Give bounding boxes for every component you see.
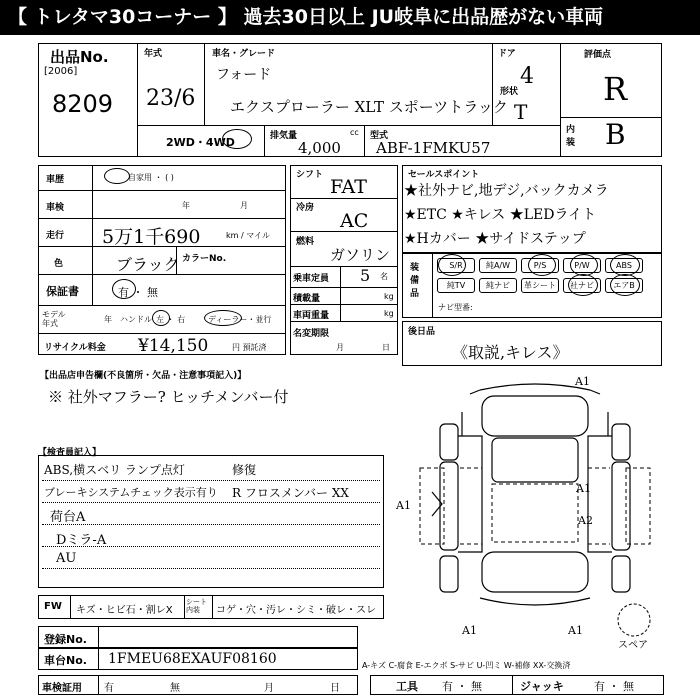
inspector-line-3: 荷台A [50, 510, 86, 525]
circle-pw [570, 254, 598, 276]
circle-navi [568, 274, 598, 296]
color-no-label: カラーNo. [182, 254, 227, 264]
body-label: 形状 [500, 87, 519, 97]
capacity-unit: 名 [380, 272, 388, 281]
disp-label: 排気量 [270, 131, 298, 141]
divider [290, 287, 398, 288]
cert-opt-2: 無 [170, 683, 180, 694]
mileage-label: 走行 [46, 231, 65, 241]
door-label: ドア [498, 49, 516, 59]
inspector-rule [42, 480, 380, 481]
spare-tire-icon [618, 604, 650, 636]
handle-label: ハンドル [120, 315, 152, 324]
divider [560, 43, 561, 157]
lot-year-tag: [2006] [44, 66, 78, 77]
inspector-line-5: AU [56, 551, 77, 566]
equip-abs: ABS [605, 258, 643, 273]
divider [264, 125, 265, 157]
warranty-label: 保証書 [46, 285, 79, 298]
history-circle [104, 168, 130, 184]
ac-label: 冷房 [296, 203, 315, 213]
divider [138, 125, 560, 126]
reg-label: 登録No. [44, 633, 87, 646]
later-value: 《取説,キレス》 [452, 343, 569, 362]
cert-opt-4: 日 [330, 683, 340, 694]
damage-mark-3: A1 [576, 482, 591, 495]
inspector-rule [42, 524, 380, 525]
shift-label: シフト [296, 170, 324, 180]
equip-aftermarket-navi: 社ナビ [563, 278, 601, 293]
cert-opt-1: 有 [104, 683, 114, 694]
tools-label: 工具 [396, 680, 418, 693]
equip-aw: 純A/W [479, 258, 517, 273]
divider [290, 304, 398, 305]
drive-circle [222, 129, 252, 149]
model-value: ABF-1FMKU57 [376, 139, 491, 157]
history-label: 車歴 [46, 175, 65, 185]
divider [92, 165, 93, 305]
divider [38, 333, 286, 334]
circle-sr [438, 254, 466, 276]
load-kg: kg [384, 292, 394, 301]
name-label: 車名・グレード [212, 49, 276, 59]
model-label: 型式 [370, 131, 389, 141]
name-line2: エクスプローラー XLT スポーツトラック [230, 98, 508, 116]
sales-line3: ★Hカバー ★サイドステップ [404, 231, 586, 247]
nenshiki-label: 年式 [144, 49, 163, 59]
capacity-label: 乗車定員 [293, 274, 330, 284]
weight-kg: kg [384, 309, 394, 318]
divider [38, 190, 286, 191]
dealer-circle [204, 310, 242, 326]
divider [340, 266, 341, 321]
fw-label: FW [44, 601, 62, 612]
inspector-rule [42, 502, 380, 503]
divider [38, 218, 286, 219]
shift-value: FAT [330, 176, 367, 198]
door-value: 4 [520, 64, 534, 89]
equip-leather: 革シート [521, 278, 559, 293]
damage-legend: A-キズ C-腐食 E-エクボ S-サビ U-凹ミ W-補修 XX-交換済 [362, 661, 571, 670]
seller-notes-value: ※ 社外マフラー? ヒッチメンバー付 [48, 388, 289, 406]
divider [512, 675, 513, 695]
disp-unit: cc [350, 128, 359, 137]
load-label: 積載量 [293, 294, 321, 304]
mileage-units: km / マイル [226, 231, 271, 240]
disp-value: 4,000 [298, 139, 341, 157]
jack-opts: 有 ・ 無 [594, 680, 634, 693]
lot-number: 8209 [52, 90, 114, 118]
damage-mark-4: A2 [578, 514, 593, 527]
sales-line1: ★社外ナビ,地デジ,バックカメラ [404, 183, 609, 199]
history-opts: 自家用 ・ ( ) [128, 173, 174, 182]
score-value: R [603, 70, 628, 108]
damage-mark-5: A1 [462, 624, 477, 637]
tools-opts: 有 ・ 無 [442, 680, 482, 693]
divider [38, 305, 286, 306]
interior-value: B [605, 118, 626, 151]
recycle-value: ¥14,150 [138, 336, 209, 356]
inspection-label: 車検 [46, 203, 65, 213]
score-label: 評価点 [584, 50, 612, 60]
fuel-value: ガソリン [330, 246, 391, 264]
inspector-line-4: Dミラ-A [56, 533, 107, 548]
handle-circle [152, 310, 170, 326]
spare-label: スペア [618, 640, 648, 651]
divider [290, 198, 398, 199]
recycle-unit: 円 預託済 [232, 343, 267, 352]
interior-label: 内装 [566, 125, 576, 148]
cert-label: 車検証用 [42, 683, 82, 694]
seller-notes-label: 【出品店申告欄(不良箇所・欠品・注意事項記入)】 [40, 371, 247, 381]
equip-sr: S/R [437, 258, 475, 273]
damage-mark-2: A1 [396, 499, 411, 512]
inspector-right-1: 修復 [232, 463, 257, 477]
ac-value: AC [340, 210, 369, 232]
later-label: 後日品 [408, 327, 436, 337]
inspector-rule [42, 568, 380, 569]
divider [70, 595, 71, 619]
inspector-line-1: ABS,横スベリ ランプ点灯 [44, 463, 185, 477]
divider [290, 266, 398, 267]
color-label: 色 [54, 259, 64, 269]
body-value: T [514, 100, 528, 124]
insp-year: 年 [182, 201, 190, 210]
warranty-circle [112, 279, 136, 299]
equipment-label: 装備品 [410, 263, 420, 299]
mileage-value: 5万1千690 [102, 226, 201, 248]
nenshiki-value: 23/6 [146, 86, 196, 111]
divider [98, 675, 99, 695]
handle-opts: 左 ・ 右 [156, 315, 186, 324]
model-year-unit: 年 [104, 315, 112, 324]
warranty-opts: 有 ・ 無 [118, 286, 158, 299]
chassis-label: 車台No. [44, 654, 87, 667]
sales-label: セールスポイント [408, 170, 480, 180]
equip-ps: P/S [521, 258, 559, 273]
change-label: 名変期限 [293, 329, 330, 339]
name-line1: フォード [216, 67, 272, 83]
fuel-label: 燃料 [296, 237, 315, 247]
divider [290, 321, 398, 322]
insp-month: 月 [240, 201, 248, 210]
recycle-label: リサイクル料金 [44, 343, 106, 353]
divider [432, 253, 433, 318]
circle-ps [528, 254, 556, 276]
equip-pw: P/W [563, 258, 601, 273]
lot-label: 出品No. [50, 48, 109, 66]
capacity-value: 5 [360, 266, 371, 285]
divider [184, 595, 185, 619]
circle-abs [610, 254, 640, 276]
inspector-label: 【検査員記入】 [38, 448, 102, 458]
chassis-value: 1FMEU68EXAUF08160 [108, 651, 277, 667]
equip-tv: 純TV [437, 278, 475, 293]
damage-mark-1: A1 [575, 375, 590, 388]
fw-seat-text: コゲ・穴・汚レ・シミ・破レ・スレ [216, 605, 376, 616]
equip-navi: 純ナビ [479, 278, 517, 293]
cert-row [38, 675, 358, 695]
navi-model-label: ナビ型番: [438, 303, 473, 312]
fw-text: キズ・ヒビ石・割レX [76, 605, 173, 616]
change-day: 日 [382, 343, 390, 352]
dealer-opts: ディーラー・並行 [208, 315, 272, 324]
cert-opt-3: 月 [264, 683, 274, 694]
drive-label: 2WD・4WD [166, 136, 235, 149]
equip-airbag: エアB [605, 278, 643, 293]
inspector-right-2: R フロスメンバー XX [232, 486, 349, 500]
model-year-label: モデル年式 [42, 310, 66, 328]
color-value: ブラック [116, 255, 180, 274]
change-month: 月 [336, 343, 344, 352]
jack-label: ジャッキ [520, 680, 564, 693]
inspector-line-2: ブレーキシステムチェック表示有り [44, 486, 218, 499]
sales-line2: ★ETC ★キレス ★LEDライト [404, 207, 597, 223]
fw-seat-label: シート内装 [186, 598, 207, 614]
divider [212, 595, 213, 619]
car-diagram [400, 372, 670, 654]
damage-mark-6: A1 [568, 624, 583, 637]
divider [204, 43, 205, 125]
divider [364, 125, 365, 157]
circle-airbag [610, 274, 640, 296]
weight-label: 車両重量 [293, 311, 330, 321]
banner: 【 トレタマ30コーナー 】 過去30日以上 JU岐阜に出品歴がない車両 [0, 0, 700, 35]
